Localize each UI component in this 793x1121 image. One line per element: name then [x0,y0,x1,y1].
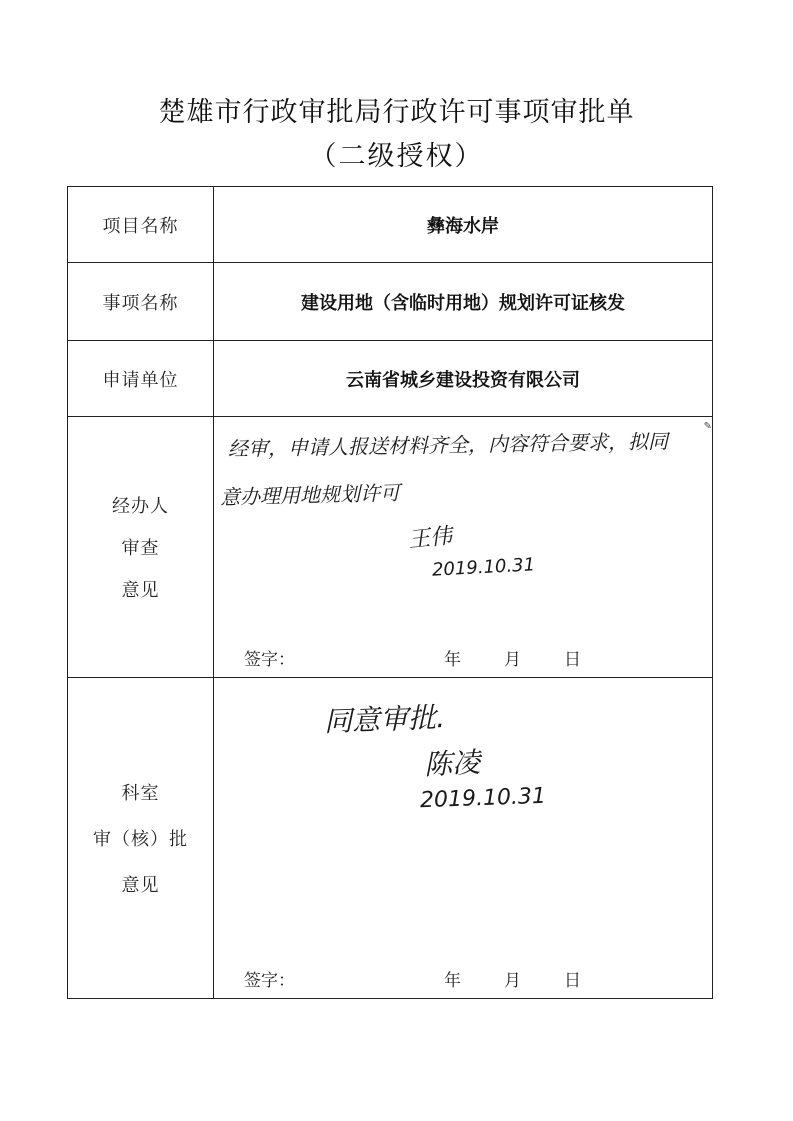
section-month-label: 月 [504,971,521,991]
section-opinion-row [68,678,713,999]
section-opinion-cell [214,678,713,999]
corner-mark: ✎ [703,421,712,432]
section-opinion-label [68,678,214,999]
section-handwritten-date: 2019.10.31 [419,783,547,814]
handler-opinion-text-line-2: 意办理用地规划许可 [219,480,401,510]
handler-day-label: 日 [564,650,581,670]
matter-name-label: 事项名称 [68,263,214,341]
project-name-row [68,187,713,263]
handler-year-label: 年 [444,650,461,670]
handler-sign-row [244,645,712,670]
section-label-line-1: 科室 [121,783,160,804]
page-subtitle: （二级授权） [309,141,484,172]
section-sign-label: 签字： [244,971,295,991]
applicant-label: 申请单位 [68,341,214,417]
matter-name-row [68,263,713,341]
section-sign-row [244,966,712,991]
page-title: 楚雄市行政审批局行政许可事项审批单 [158,97,635,128]
handler-opinion-label [68,417,214,678]
handler-month-label: 月 [504,650,521,670]
applicant-row [68,341,713,417]
approval-form-table [67,186,713,999]
section-signature: 陈凌 [423,745,481,782]
section-opinion-text: 同意审批. [323,700,446,739]
matter-name-value: 建设用地（含临时用地）规划许可证核发 [214,263,713,341]
section-year-label: 年 [444,971,461,991]
section-label-line-2: 审（核）批 [93,829,188,850]
handler-opinion-row [68,417,713,678]
handler-opinion-text-line-1: 经审，申请人报送材料齐全，内容符合要求，拟同 [227,429,669,461]
section-label-line-3: 意见 [121,875,160,896]
section-day-label: 日 [564,971,581,991]
handler-label-line-2: 审查 [121,538,160,559]
handler-signature: 王伟 [407,523,454,554]
handler-label-line-1: 经办人 [112,496,169,517]
applicant-value: 云南省城乡建设投资有限公司 [214,341,713,417]
project-name-value: 彝海水岸 [214,187,713,263]
handler-sign-label: 签字： [244,650,295,670]
handler-handwritten-date: 2019.10.31 [431,554,536,581]
handler-opinion-cell [214,417,713,678]
project-name-label: 项目名称 [68,187,214,263]
handler-label-line-3: 意见 [121,580,160,601]
